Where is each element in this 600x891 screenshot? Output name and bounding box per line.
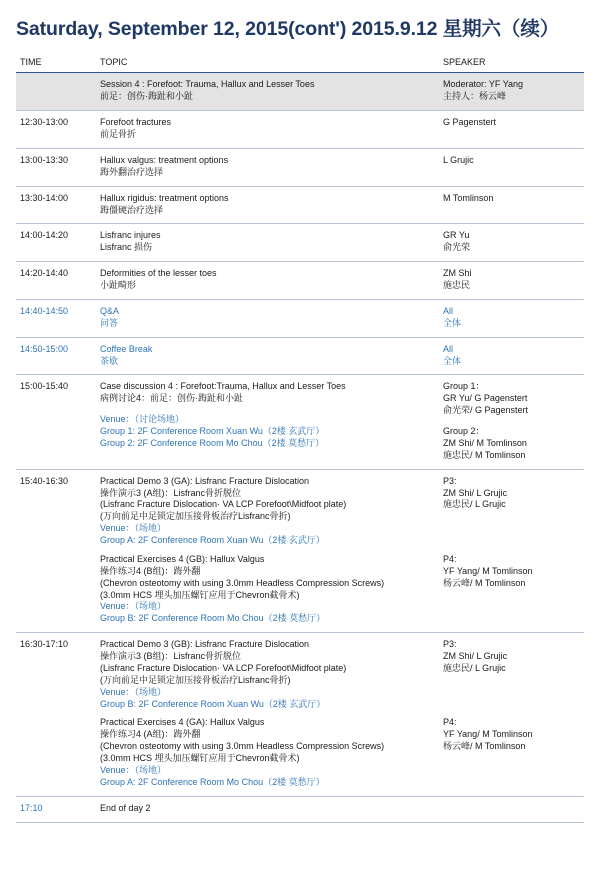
cell-topic: [96, 469, 439, 547]
topic-line: 踇僵硬治疗选择: [100, 204, 164, 215]
cell-topic: [96, 111, 439, 149]
cell-speaker: [439, 148, 584, 186]
topic-line: 操作演示3 (B组)：Lisfranc骨折脱位: [100, 651, 242, 662]
cell-time: [16, 73, 96, 111]
cell-time: 13:00-13:30: [16, 148, 96, 186]
table-row: [16, 186, 584, 224]
speaker-line: ZM Shi/ M Tomlinson: [443, 437, 527, 448]
cell-speaker: [439, 186, 584, 224]
speaker-line: 主持人：杨云峰: [443, 91, 507, 102]
topic-line: 操作练习4 (B组)：踇外翻: [100, 565, 201, 576]
topic-line: Q&A: [100, 305, 120, 316]
topic-line: 操作练习4 (A组)：踇外翻: [100, 729, 201, 740]
table-row: [16, 111, 584, 149]
topic-line: Forefoot fractures: [100, 117, 172, 128]
topic-line: 茶歇: [100, 355, 119, 366]
cell-time: [16, 710, 96, 796]
table-row-practical-exercise: [16, 547, 584, 633]
table-row-practical-demo: [16, 469, 584, 547]
table-row-practical-demo: [16, 633, 584, 711]
topic-line: 踇外翻治疗选择: [100, 166, 164, 177]
column-header-topic: TOPIC: [96, 54, 439, 73]
speaker-line: All: [443, 305, 454, 316]
cell-speaker: [439, 375, 584, 469]
topic-line: Session 4 : Forefoot: Trauma, Hallux and Lesser Toes: [100, 79, 315, 90]
cell-speaker: [439, 73, 584, 111]
cell-time: 14:20-14:40: [16, 262, 96, 300]
cell-speaker: [439, 710, 584, 796]
table-row-end-of-day: [16, 796, 584, 822]
speaker-line: 杨云峰/ M Tomlinson: [443, 741, 526, 752]
table-row-practical-exercise: [16, 710, 584, 796]
topic-line: 操作演示3 (A组)：Lisfranc骨折脱位: [100, 487, 242, 498]
topic-line: (Lisfranc Fracture Dislocation· VA LCP Forefoot\Midfoot plate): [100, 499, 347, 510]
table-body: [16, 73, 584, 822]
speaker-line: P3:: [443, 475, 457, 486]
venue-block: [100, 414, 435, 450]
speaker-line: ZM Shi: [443, 268, 472, 279]
speaker-line: P4:: [443, 553, 457, 564]
topic-line: Practical Exercises 4 (GB): Hallux Valgus: [100, 553, 265, 564]
speaker-line: 施忠民/ L Grujic: [443, 662, 506, 673]
page-title: Saturday, September 12, 2015(cont') 2015.9.12 星期六（续）: [16, 18, 560, 40]
speaker-line: L Grujic: [443, 154, 474, 165]
cell-speaker: [439, 111, 584, 149]
cell-topic: [96, 547, 439, 633]
speaker-line: GR Yu/ G Pagenstert: [443, 393, 528, 404]
table-header-row: [16, 54, 584, 73]
topic-line: (3.0mm HCS 埋头加压螺钉应用于Chevron截骨术): [100, 589, 300, 600]
cell-time: 13:30-14:00: [16, 186, 96, 224]
speaker-group-2: [443, 426, 580, 462]
cell-time: [16, 547, 96, 633]
speaker-line: 施忠民/ L Grujic: [443, 499, 506, 510]
cell-speaker: [439, 337, 584, 375]
topic-line: 问答: [100, 317, 119, 328]
speaker-line: ZM Shi/ L Grujic: [443, 487, 508, 498]
speaker-line: 全体: [443, 355, 462, 366]
venue-line: Group B: 2F Conference Room Mo Chou（2楼 莫愁厅）: [100, 613, 326, 624]
speaker-line: 全体: [443, 317, 462, 328]
topic-line: Lisfranc injures: [100, 230, 161, 241]
cell-speaker: [439, 469, 584, 547]
cell-speaker: [439, 796, 584, 822]
speaker-line: YF Yang/ M Tomlinson: [443, 565, 533, 576]
cell-time: 12:30-13:00: [16, 111, 96, 149]
topic-line: 病例讨论4：前足：创伤·踇趾和小趾: [100, 393, 244, 404]
cell-topic: End of day 2: [96, 796, 439, 822]
cell-speaker: [439, 299, 584, 337]
table-row: [16, 148, 584, 186]
cell-topic: [96, 299, 439, 337]
speaker-line: M Tomlinson: [443, 192, 494, 203]
speaker-line: 俞光荣: [443, 242, 471, 253]
speaker-line: 俞光荣/ G Pagenstert: [443, 405, 529, 416]
speaker-line: Group 2：: [443, 426, 485, 437]
venue-line: Group 1: 2F Conference Room Xuan Wu（2楼 玄武厅）: [100, 426, 325, 437]
topic-line: 前足：创伤·踇趾和小趾: [100, 91, 193, 102]
speaker-line: Group 1：: [443, 381, 485, 392]
cell-time: 14:40-14:50: [16, 299, 96, 337]
topic-line: 小趾畸形: [100, 280, 137, 291]
table-row: [16, 299, 584, 337]
venue-label: Venue：（场地）: [100, 523, 167, 534]
topic-line: Practical Demo 3 (GA): Lisfranc Fracture Dislocation: [100, 475, 310, 486]
cell-topic: [96, 710, 439, 796]
topic-line: (3.0mm HCS 埋头加压螺钉应用于Chevron截骨术): [100, 753, 300, 764]
cell-speaker: [439, 633, 584, 711]
topic-line: Hallux rigidus: treatment options: [100, 192, 229, 203]
speaker-line: YF Yang/ M Tomlinson: [443, 729, 533, 740]
topic-line: Deformities of the lesser toes: [100, 268, 217, 279]
venue-line: Group B: 2F Conference Room Xuan Wu（2楼 玄武厅）: [100, 698, 326, 709]
cell-time: 15:40-16:30: [20, 475, 69, 486]
cell-time: 17:10: [16, 796, 96, 822]
topic-line: (万向前足中足锁定加压接骨板治疗Lisfranc骨折): [100, 511, 291, 522]
topic-line: 前足骨折: [100, 129, 137, 140]
cell-topic: [96, 186, 439, 224]
cell-speaker: [439, 547, 584, 633]
column-header-time: TIME: [16, 54, 96, 73]
table-row: [16, 337, 584, 375]
table-header: [16, 54, 584, 73]
cell-topic: [96, 337, 439, 375]
venue-label: Venue：（场地）: [100, 686, 167, 697]
speaker-line: P3:: [443, 639, 457, 650]
column-header-speaker: SPEAKER: [439, 54, 584, 73]
cell-time: 14:00-14:20: [16, 224, 96, 262]
topic-line: (Chevron osteotomy with using 3.0mm Headless Compression Screws): [100, 741, 385, 752]
topic-line: Hallux valgus: treatment options: [100, 154, 229, 165]
speaker-line: Moderator: YF Yang: [443, 79, 524, 90]
speaker-line: 杨云峰/ M Tomlinson: [443, 577, 526, 588]
table-row: [16, 262, 584, 300]
table-row: [16, 224, 584, 262]
cell-topic: [96, 375, 439, 469]
topic-line: Practical Demo 3 (GB): Lisfranc Fracture Dislocation: [100, 639, 310, 650]
speaker-line: P4:: [443, 717, 457, 728]
speaker-line: All: [443, 343, 454, 354]
speaker-line: 施忠民/ M Tomlinson: [443, 449, 526, 460]
schedule-table: [16, 54, 584, 822]
cell-time: 16:30-17:10: [20, 639, 69, 650]
venue-line: Group A: 2F Conference Room Xuan Wu（2楼 玄武厅）: [100, 535, 325, 546]
cell-topic: [96, 148, 439, 186]
cell-topic: [96, 73, 439, 111]
table-row-case-discussion: [16, 375, 584, 469]
topic-line: (Lisfranc Fracture Dislocation· VA LCP Forefoot\Midfoot plate): [100, 662, 347, 673]
cell-time: 15:00-15:40: [16, 375, 96, 469]
cell-speaker: [439, 262, 584, 300]
cell-topic: [96, 633, 439, 711]
speaker-line: 施忠民: [443, 280, 471, 291]
topic-line: Practical Exercises 4 (GA): Hallux Valgus: [100, 717, 265, 728]
topic-line: (万向前足中足锁定加压接骨板治疗Lisfranc骨折): [100, 674, 291, 685]
speaker-line: GR Yu: [443, 230, 470, 241]
table-row: [16, 73, 584, 111]
cell-topic: [96, 224, 439, 262]
topic-line: Case discussion 4 : Forefoot:Trauma, Hallux and Lesser Toes: [100, 381, 346, 392]
venue-label: Venue：（场地）: [100, 601, 167, 612]
venue-line: Group A: 2F Conference Room Mo Chou（2楼 莫愁厅）: [100, 776, 325, 787]
speaker-line: G Pagenstert: [443, 117, 497, 128]
cell-time: 14:50-15:00: [16, 337, 96, 375]
cell-speaker: [439, 224, 584, 262]
speaker-line: ZM Shi/ L Grujic: [443, 651, 508, 662]
topic-line: (Chevron osteotomy with using 3.0mm Headless Compression Screws): [100, 577, 385, 588]
venue-label: Venue：（讨论场地）: [100, 414, 185, 425]
topic-line: Lisfranc 损伤: [100, 242, 153, 253]
venue-label: Venue：（场地）: [100, 764, 167, 775]
venue-line: Group 2: 2F Conference Room Mo Chou（2楼 莫愁厅）: [100, 437, 325, 448]
topic-line: Coffee Break: [100, 343, 153, 354]
cell-topic: [96, 262, 439, 300]
